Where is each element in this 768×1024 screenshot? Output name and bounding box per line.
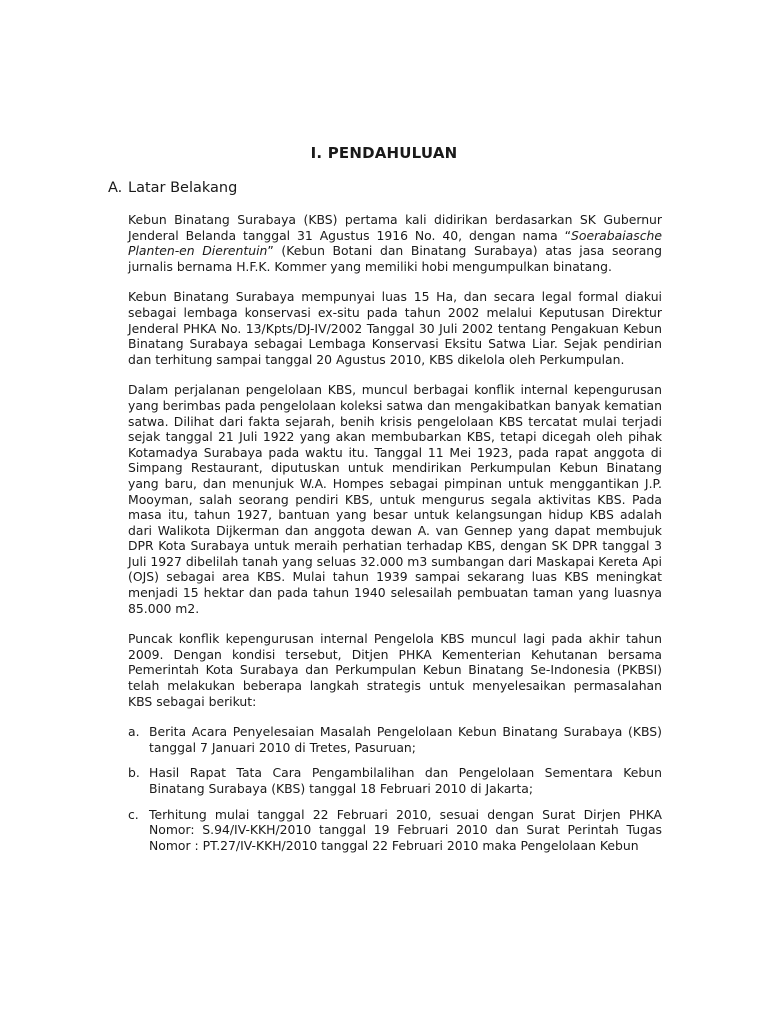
paragraph-4: Puncak konflik kepengurusan internal Pengelola KBS muncul lagi pada akhir tahun 2009. Dengan kondisi tersebut, Ditjen PHKA Kementerian Kehutanan bersama Pemerintah Kota Surabaya dan Perkumpulan Kebun Binatang Se-Indonesia (PKBSI) telah melakukan beberapa langkah strategis untuk menyelesaikan permasalahan KBS sebagai berikut: xyxy=(128,631,662,709)
steps-list xyxy=(128,724,662,853)
list-marker: a. xyxy=(128,724,140,740)
paragraph-1-text-before: Kebun Binatang Surabaya (KBS) pertama kali didirikan berdasarkan SK Gubernur Jenderal Belanda tanggal 31 Agustus 1916 No. 40, dengan nama “ xyxy=(128,212,662,243)
paragraph-1 xyxy=(128,212,662,274)
list-marker: c. xyxy=(128,806,139,822)
list-item xyxy=(128,724,662,755)
list-marker: b. xyxy=(128,765,140,781)
list-item xyxy=(128,765,662,796)
section-letter: A. xyxy=(108,180,123,196)
paragraph-1-text-after: ” (Kebun Botani dan Binatang Surabaya) atas jasa seorang jurnalis bernama H.F.K. Kommer yang memiliki hobi mengumpulkan binatang. xyxy=(128,243,663,274)
section-heading xyxy=(108,180,237,196)
paragraph-3: Dalam perjalanan pengelolaan KBS, muncul berbagai konflik internal kepengurusan yang berimbas pada pengelolaan koleksi satwa dan mengakibatkan banyak kematian satwa. Dilihat dari fakta sejarah, benih krisis pengelolaan KBS tercatat mulai terjadi sejak tanggal 21 Juli 1922 yang akan membubarkan KBS, tetapi dicegah oleh pihak Kotamadya Surabaya pada waktu itu. Tanggal 11 Mei 1923, pada rapat anggota di Simpang Restaurant, diputuskan untuk mendirikan Perkumpulan Kebun Binatang yang baru, dan menunjuk W.A. Hompes sebagai pimpinan untuk menggantikan J.P. Mooyman, salah seorang pendiri KBS, untuk mengurus segala aktivitas KBS. Pada masa itu, tahun 1927, bantuan yang besar untuk kelangsungan hidup KBS adalah dari Walikota Dijkerman dan anggota dewan A. van Gennep yang dapat membujuk DPR Kota Surabaya untuk meraih perhatian terhadap KBS, dengan SK DPR tanggal 3 Juli 1927 dibelilah tanah yang seluas 32.000 m3 sumbangan dari Maskapai Kereta Api (OJS) sebagai area KBS. Mulai tahun 1939 sampai sekarang luas KBS meningkat menjadi 15 hektar dan pada tahun 1940 selesailah pembuatan taman yang luasnya 85.000 m2. xyxy=(128,382,662,616)
paragraph-1-italic-name: Soerabaiasche Planten-en Dierentuin xyxy=(128,227,662,259)
page-title: I. PENDAHULUAN xyxy=(310,144,458,162)
document-body xyxy=(128,212,662,863)
paragraph-2: Kebun Binatang Surabaya mempunyai luas 15 Ha, dan secara legal formal diakui sebagai lembaga konservasi ex-situ pada tahun 2002 melalui Keputusan Direktur Jenderal PHKA No. 13/Kpts/DJ-IV/2002 Tanggal 30 Juli 2002 tentang Pengakuan Kebun Binatang Surabaya sebagai Lembaga Konservasi Eksitu Satwa Liar. Sejak pendirian dan terhitung sampai tanggal 20 Agustus 2010, KBS dikelola oleh Perkumpulan. xyxy=(128,289,662,367)
section-heading-text: Latar Belakang xyxy=(128,180,238,196)
list-item-text: Terhitung mulai tanggal 22 Februari 2010, sesuai dengan Surat Dirjen PHKA Nomor: S.94/IV-KKH/2010 tanggal 19 Februari 2010 dan Surat Perintah Tugas Nomor : PT.27/IV-KKH/2010 tanggal 22 Februari 2010 maka Pengelolaan Kebun xyxy=(149,806,662,853)
list-item-text: Berita Acara Penyelesaian Masalah Pengelolaan Kebun Binatang Surabaya (KBS) tanggal 7 Januari 2010 di Tretes, Pasuruan; xyxy=(149,724,662,755)
list-item xyxy=(128,807,662,854)
list-item-text: Hasil Rapat Tata Cara Pengambilalihan dan Pengelolaan Sementara Kebun Binatang Surabaya (KBS) tanggal 18 Februari 2010 di Jakarta; xyxy=(149,765,662,796)
